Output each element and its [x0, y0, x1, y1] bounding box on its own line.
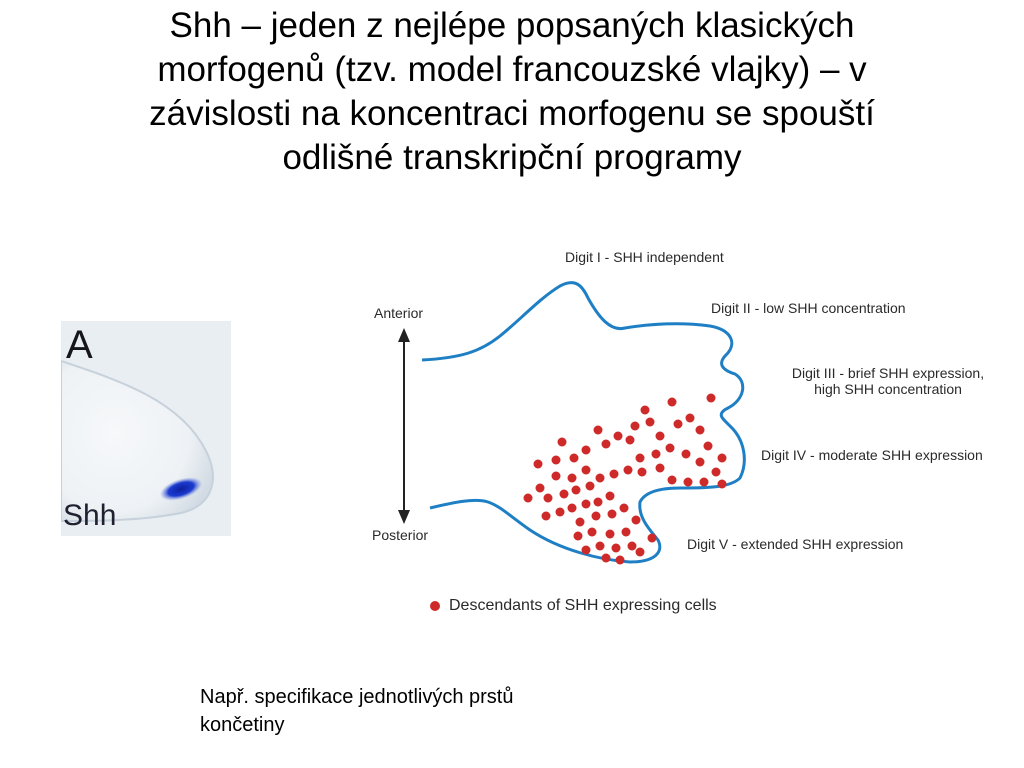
anterior-posterior-arrow	[398, 328, 410, 524]
digit-label-1: Digit I - SHH independent	[565, 249, 724, 265]
cell-dot	[568, 474, 577, 483]
cell-dot	[682, 450, 691, 459]
cell-dot	[641, 406, 650, 415]
cell-dot	[626, 436, 635, 445]
cell-dot	[684, 478, 693, 487]
cell-dot	[696, 458, 705, 467]
panel-gene-label: Shh	[63, 499, 117, 532]
digit-specification-diagram	[360, 240, 1024, 625]
legend	[430, 597, 717, 615]
cell-dot	[614, 432, 623, 441]
slide-title	[40, 4, 984, 180]
panel-letter: A	[66, 323, 93, 367]
cell-dot	[696, 426, 705, 435]
cell-dot	[686, 414, 695, 423]
cell-dot	[572, 486, 581, 495]
cell-dot	[620, 504, 629, 513]
cell-dot	[648, 534, 657, 543]
cell-dot	[712, 468, 721, 477]
cell-dot	[524, 494, 533, 503]
cell-dot	[570, 454, 579, 463]
cell-dot	[718, 480, 727, 489]
cell-dot	[636, 548, 645, 557]
title-line-2: morfogenů (tzv. model francouzské vlajky) – v	[157, 50, 867, 89]
digit-label-3	[778, 365, 998, 397]
cell-dot	[576, 518, 585, 527]
cell-dot	[552, 472, 561, 481]
cell-dot	[594, 498, 603, 507]
cell-dot	[602, 554, 611, 563]
hand-diagram-svg	[360, 240, 1024, 620]
cell-dot	[666, 444, 675, 453]
caption-line-2: končetiny	[200, 714, 285, 736]
cell-dot	[632, 516, 641, 525]
legend-marker	[430, 601, 440, 611]
cell-dot	[610, 470, 619, 479]
cell-dot	[592, 512, 601, 521]
cell-dot	[558, 438, 567, 447]
cell-dot	[646, 418, 655, 427]
cell-dot	[536, 484, 545, 493]
digit-label-3-line-2: high SHH concentration	[814, 381, 962, 397]
cell-dot	[624, 466, 633, 475]
cell-dot	[668, 398, 677, 407]
axis-label-anterior: Anterior	[374, 305, 424, 321]
axis-label-posterior: Posterior	[372, 527, 429, 543]
cell-dot	[582, 466, 591, 475]
title-line-3: závislosti na koncentraci morfogenu se spouští	[149, 94, 875, 133]
caption-line-1: Např. specifikace jednotlivých prstů	[200, 686, 514, 708]
cell-dot	[622, 528, 631, 537]
cell-dot	[707, 394, 716, 403]
cell-dot	[602, 440, 611, 449]
cell-dot	[704, 442, 713, 451]
cell-dot	[608, 510, 617, 519]
title-line-1: Shh – jeden z nejlépe popsaných klasických	[169, 6, 855, 45]
cell-dot	[718, 454, 727, 463]
cell-dot	[560, 490, 569, 499]
cell-dot	[628, 542, 637, 551]
cell-dot	[574, 532, 583, 541]
digit-label-2: Digit II - low SHH concentration	[711, 300, 906, 316]
cell-dot	[596, 474, 605, 483]
cell-dot	[606, 530, 615, 539]
cell-dot	[656, 464, 665, 473]
cell-dot	[638, 468, 647, 477]
cell-dot	[552, 456, 561, 465]
cell-dot	[582, 446, 591, 455]
digit-label-3-line-1: Digit III - brief SHH expression,	[791, 365, 985, 381]
title-line-4: odlišné transkripční programy	[282, 138, 742, 177]
legend-label: Descendants of SHH expressing cells	[449, 597, 717, 614]
cell-dot	[568, 504, 577, 513]
cell-dot	[588, 528, 597, 537]
cell-dot	[652, 450, 661, 459]
cell-dot	[700, 478, 709, 487]
cell-dot	[674, 420, 683, 429]
cell-dot	[556, 508, 565, 517]
cell-dot	[636, 454, 645, 463]
cell-dot	[616, 556, 625, 565]
digit-label-5: Digit V - extended SHH expression	[687, 536, 904, 552]
cell-dot	[594, 426, 603, 435]
cell-dot	[544, 494, 553, 503]
cell-dot	[542, 512, 551, 521]
cell-dot	[612, 544, 621, 553]
cell-dot	[582, 546, 591, 555]
cell-dot	[582, 500, 591, 509]
caption	[200, 683, 630, 739]
cell-dot	[606, 492, 615, 501]
limb-bud-stain-image	[61, 321, 231, 536]
limb-bud-shape	[61, 361, 213, 521]
digit-label-4: Digit IV - moderate SHH expression	[761, 447, 983, 463]
cell-dot	[596, 542, 605, 551]
cell-dot	[656, 432, 665, 441]
cell-dot	[668, 476, 677, 485]
cell-dot	[534, 460, 543, 469]
cell-dot	[631, 422, 640, 431]
cell-dot	[586, 482, 595, 491]
